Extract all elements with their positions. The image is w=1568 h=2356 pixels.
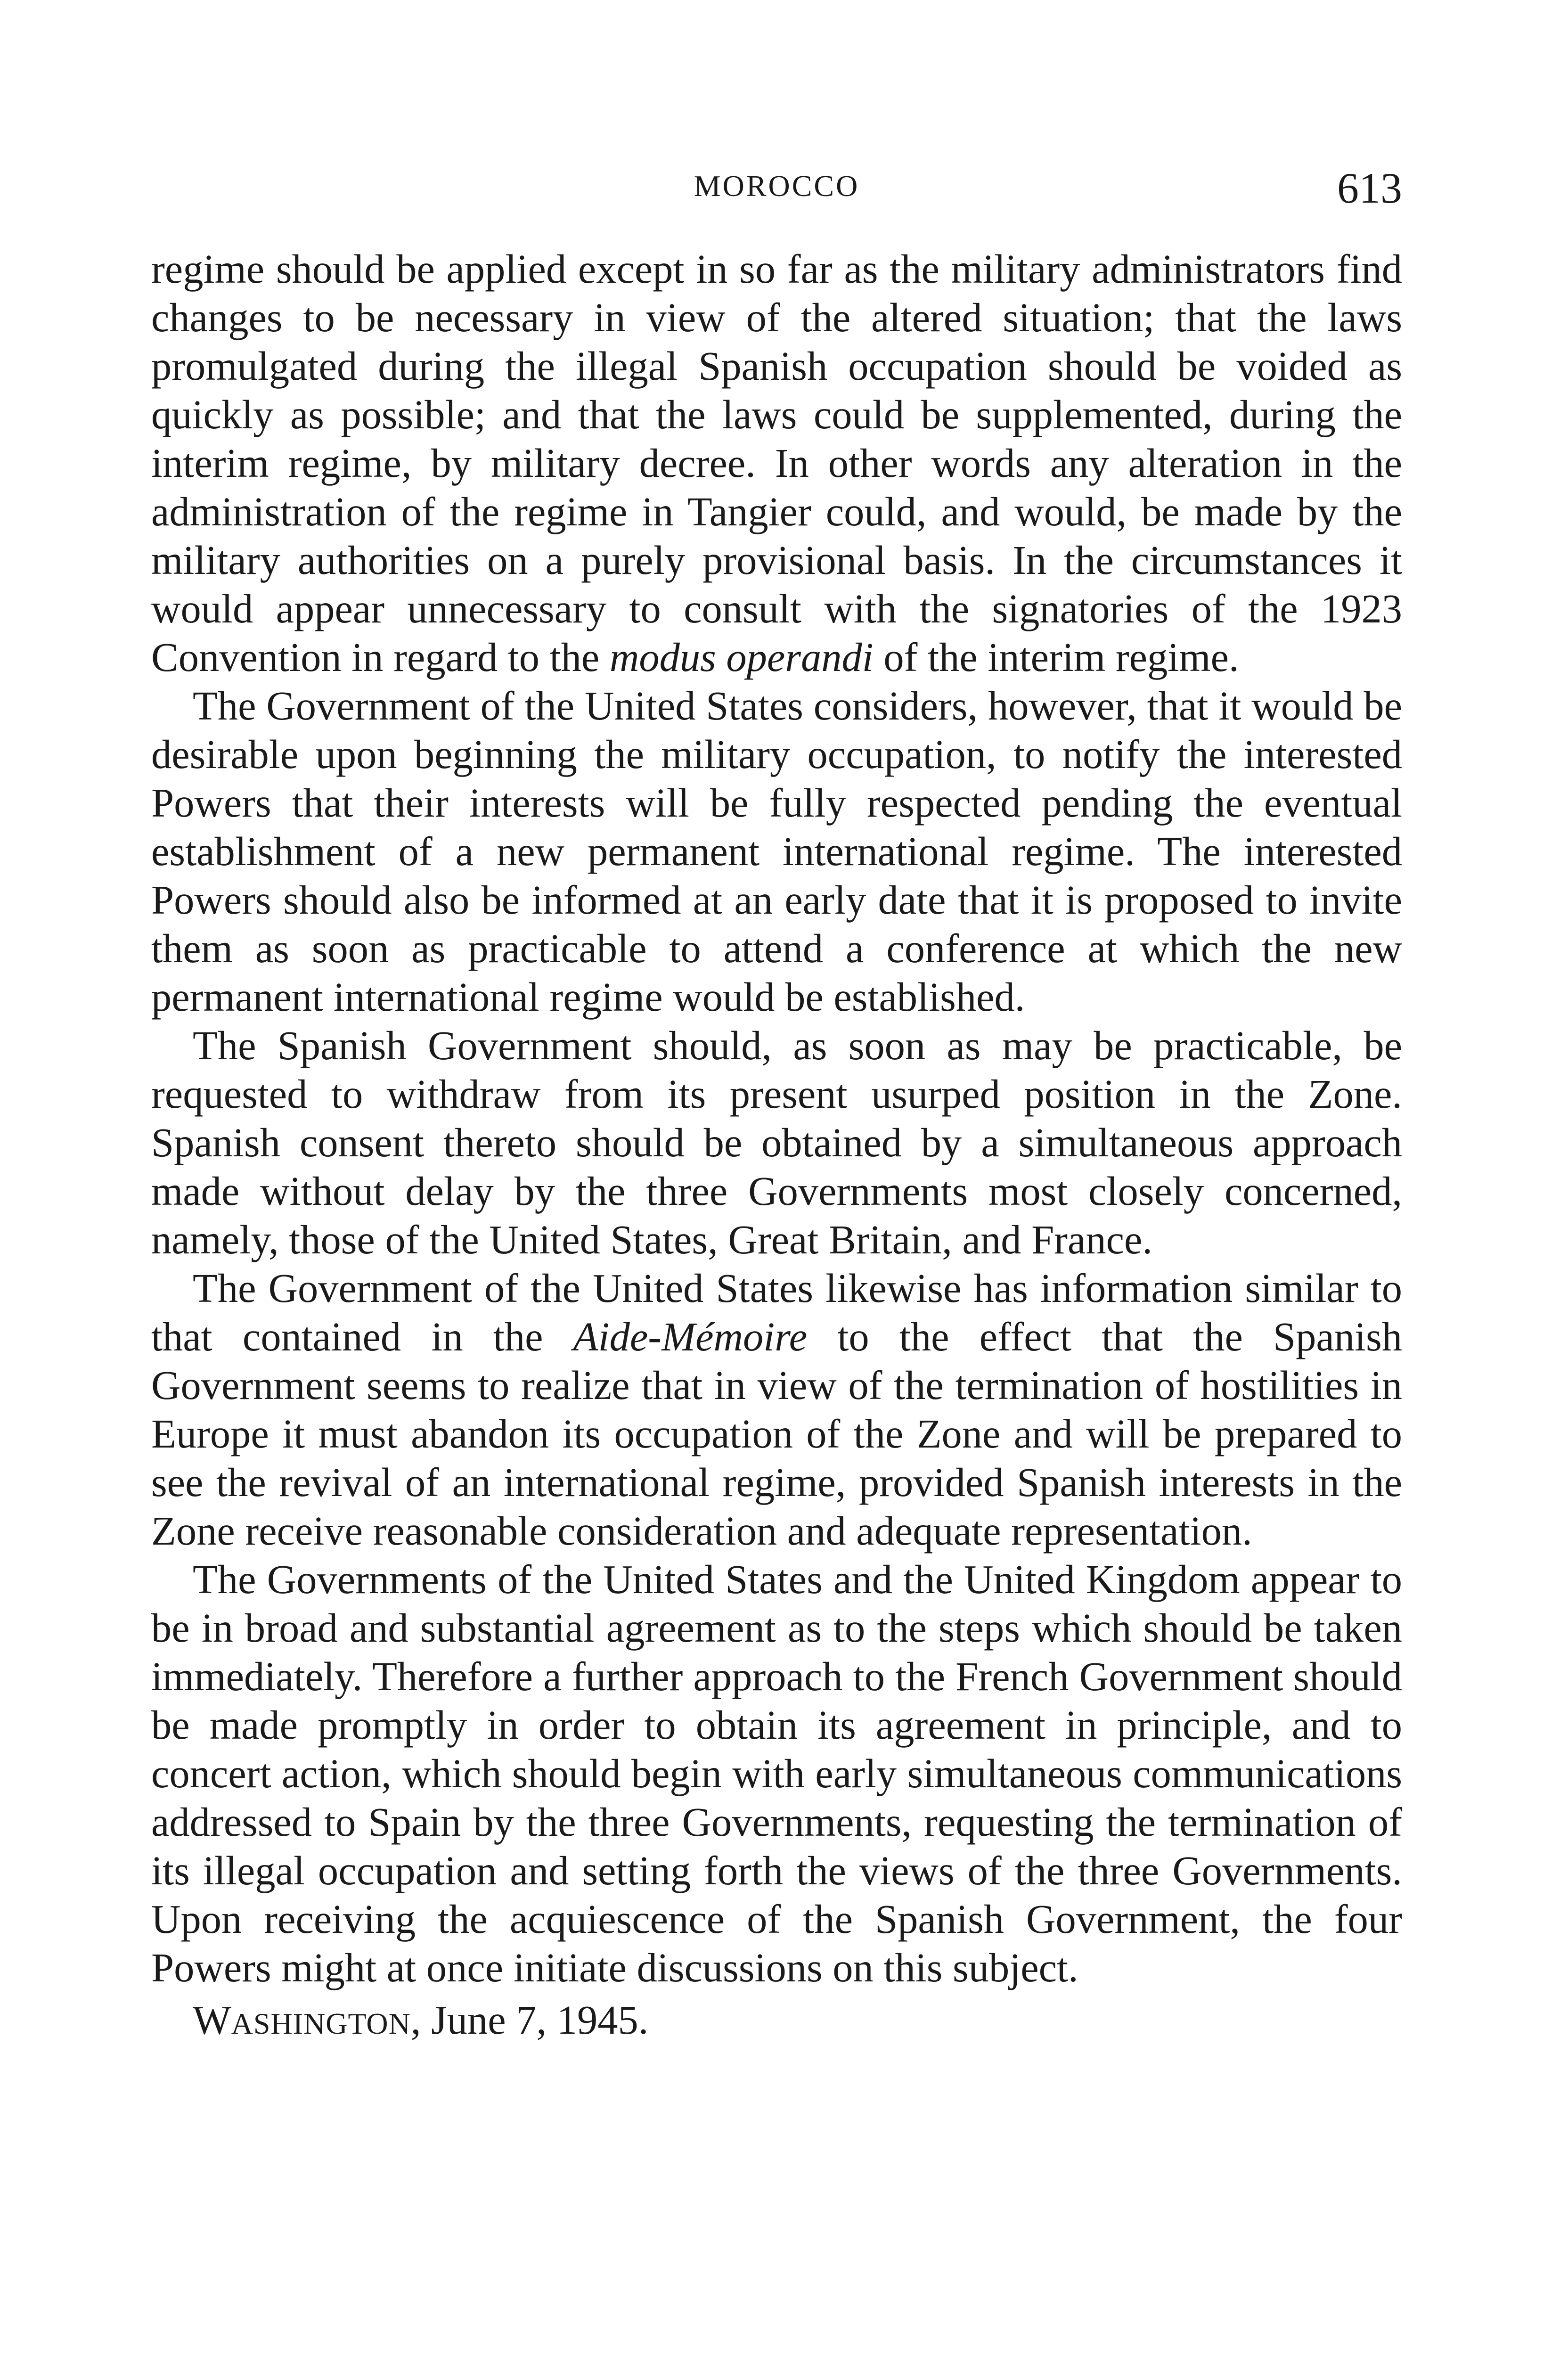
- paragraph: [151, 1264, 1402, 1555]
- italic-phrase: modus operandi: [609, 635, 874, 680]
- paragraph: The Government of the United States considers, however, that it would be desirable upon beginning the military occupation, to notify the interested Powers that their interests will be fully respected pending the eventual establishment of a new permanent international regime. The interested Powers should also be informed at an early date that it is proposed to invite them as soon as practicable to attend a conference at which the new permanent international regime would be established.: [151, 683, 1402, 1020]
- page-header: [151, 166, 1402, 218]
- running-head: MOROCCO: [694, 169, 860, 203]
- signature-date: , June 7, 1945.: [410, 1997, 649, 2043]
- paragraph: The Spanish Government should, as soon as may be practicable, be requested to withdraw from its present usurped position in the Zone. Spanish consent thereto should be obtained by a simultaneous approach made without delay by the three Governments most closely concerned, namely, those of the United States, Great Britain, and France.: [151, 1023, 1402, 1262]
- paragraph: The Governments of the United States and the United Kingdom appear to be in broad and substantial agreement as to the steps which should be taken immediately. Therefore a further approach to the French Government should be made promptly in order to obtain its agreement in principle, and to concert action, which should begin with early simultaneous communications addressed to Spain by the three Governments, requesting the termination of its illegal occupation and setting forth the views of the three Governments. Upon receiving the acquiescence of the Spanish Government, the four Powers might at once initiate discussions on this subject.: [151, 1557, 1402, 1990]
- paragraph-text: regime should be applied except in so far as the military administrators find changes to be necessary in view of the altered situation; that the laws promulgated during the illegal Spanish occupation should be voided as quickly as possible; and that the laws could be supplemented, during the interim regime, by military decree. In other words any alteration in the administration of the regime in Tangier could, and would, be made by the military authorities on a purely provisional basis. In the circumstances it would appear unnecessary to consult with the signatories of the 1923 Convention in regard to the: [151, 246, 1402, 680]
- paragraph-continuation: [151, 245, 1402, 682]
- place-initial: W: [193, 1997, 231, 2043]
- paragraph-text: to the effect that the Spanish Government seems to realize that in view of the termination of hostilities in Europe it must abandon its occupation of the Zone and will be prepared to see the revival of an international regime, provided Spanish interests in the Zone receive reasonable consideration and adequate representation.: [151, 1314, 1402, 1554]
- place-rest: ASHINGTON: [231, 2007, 411, 2040]
- italic-phrase: Aide-Mémoire: [573, 1314, 808, 1359]
- paragraph-text: of the interim regime.: [873, 635, 1239, 680]
- page-number: 613: [1337, 164, 1402, 212]
- body-text: [151, 245, 1402, 2048]
- paragraph-text: The Government of the United States likewise has information similar to that contained in the: [151, 1266, 1402, 1359]
- signature-line: [151, 1996, 1402, 2048]
